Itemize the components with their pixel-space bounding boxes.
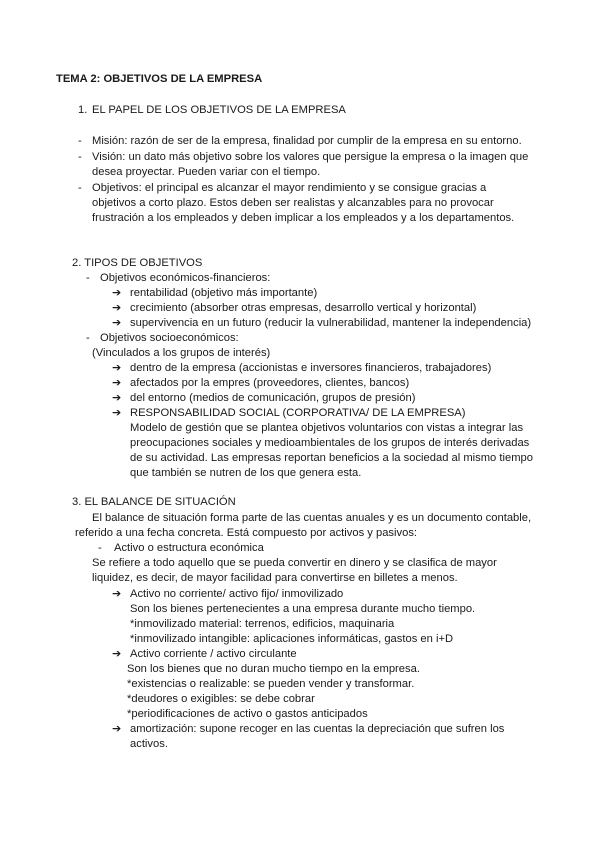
socioeconomic-note: (Vinculados a los grupos de interés) [92, 347, 271, 359]
anc-text-line: Son los bienes pertenecientes a una empresa durante mucho tiempo. [130, 603, 476, 615]
dash-bullet: - [86, 272, 90, 284]
objetivos-text-line: Objetivos: el principal es alcanzar el mayor rendimiento y se consigue gracias a [92, 182, 487, 194]
section-1-heading: EL PAPEL DE LOS OBJETIVOS DE LA EMPRESA [92, 104, 346, 116]
arrow-bullet-icon: ➔ [112, 287, 122, 299]
arrow-bullet-icon: ➔ [112, 723, 122, 735]
economic-objectives-label: Objetivos económicos-financieros: [100, 272, 271, 284]
dash-bullet: - [98, 542, 102, 554]
activo-no-corriente-label: Activo no corriente/ activo fijo/ inmovilizado [130, 588, 344, 600]
section-3-heading: 3. EL BALANCE DE SITUACIÓN [72, 496, 236, 508]
activo-text-line: Se refiere a todo aquello que se pueda convertir en dinero y se clasifica de mayor [92, 557, 497, 569]
activo-text-line: liquidez, es decir, de mayor facilidad para convertirse en billetes a menos. [92, 572, 458, 584]
rsc-text-line: Modelo de gestión que se plantea objetivos voluntarios con vistas a integrar las [130, 422, 524, 434]
dash-bullet: - [78, 135, 82, 147]
anc-text-line: *inmovilizado intangible: aplicaciones informáticas, gastos en i+D [130, 633, 454, 645]
arrow-bullet-icon: ➔ [112, 302, 122, 314]
objetivos-text-line: frustración a los empleados y deben implicar a los empleados y a los departamentos. [92, 212, 515, 224]
vision-text-line: desea proyectar. Pueden variar con el tiempo. [92, 166, 321, 178]
dash-bullet: - [86, 332, 90, 344]
activo-corriente-label: Activo corriente / activo circulante [130, 648, 297, 660]
rsc-text-line: que también se nutren de los que genera esta. [130, 467, 362, 479]
mision-text: Misión: razón de ser de la empresa, finalidad por cumplir de la empresa en su entorno. [92, 135, 522, 147]
list-item: dentro de la empresa (accionistas e inversores financieros, trabajadores) [130, 362, 492, 374]
amortizacion-text-line: activos. [130, 738, 168, 750]
ac-text-line: *periodificaciones de activo o gastos anticipados [127, 708, 368, 720]
list-item: afectados por la empres (proveedores, clientes, bancos) [130, 377, 410, 389]
rsc-text-line: preocupaciones sociales y medioambientales de los grupos de interés derivadas [130, 437, 530, 449]
section-2-heading: 2. TIPOS DE OBJETIVOS [72, 257, 203, 269]
list-item: RESPONSABILIDAD SOCIAL (CORPORATIVA/ DE LA EMPRESA) [130, 407, 466, 419]
rsc-text-line: de su actividad. Las empresas reportan beneficios a la sociedad al mismo tiempo [130, 452, 533, 464]
arrow-bullet-icon: ➔ [112, 392, 122, 404]
ac-text-line: *deudores o exigibles: se debe cobrar [127, 693, 315, 705]
ac-text-line: *existencias o realizable: se pueden vender y transformar. [127, 678, 415, 690]
objetivos-text-line: objetivos a corto plazo. Estos deben ser realistas y alcanzables para no provocar [92, 197, 494, 209]
arrow-bullet-icon: ➔ [112, 377, 122, 389]
ac-text-line: Son los bienes que no duran mucho tiempo en la empresa. [127, 663, 420, 675]
dash-bullet: - [78, 151, 82, 163]
arrow-bullet-icon: ➔ [112, 407, 122, 419]
dash-bullet: - [78, 182, 82, 194]
page-title: TEMA 2: OBJETIVOS DE LA EMPRESA [56, 73, 263, 85]
list-item: supervivencia en un futuro (reducir la vulnerabilidad, mantener la independencia) [130, 317, 532, 329]
arrow-bullet-icon: ➔ [112, 317, 122, 329]
arrow-bullet-icon: ➔ [112, 588, 122, 600]
vision-text-line: Visión: un dato más objetivo sobre los valores que persigue la empresa o la imagen que [92, 151, 529, 163]
balance-intro-line: El balance de situación forma parte de las cuentas anuales y es un documento contable, [92, 512, 532, 524]
arrow-bullet-icon: ➔ [112, 362, 122, 374]
socioeconomic-objectives-label: Objetivos socioeconómicos: [100, 332, 239, 344]
list-item: del entorno (medios de comunicación, grupos de presión) [130, 392, 416, 404]
amortizacion-text-line: amortización: supone recoger en las cuentas la depreciación que sufren los [130, 723, 505, 735]
arrow-bullet-icon: ➔ [112, 648, 122, 660]
section-1-number: 1. [78, 104, 88, 116]
list-item: rentabilidad (objetivo más importante) [130, 287, 318, 299]
anc-text-line: *inmovilizado material: terrenos, edificios, maquinaria [130, 618, 395, 630]
activo-label: Activo o estructura económica [114, 542, 264, 554]
balance-intro-line: referido a una fecha concreta. Está compuesto por activos y pasivos: [75, 527, 418, 539]
list-item: crecimiento (absorber otras empresas, desarrollo vertical y horizontal) [130, 302, 477, 314]
